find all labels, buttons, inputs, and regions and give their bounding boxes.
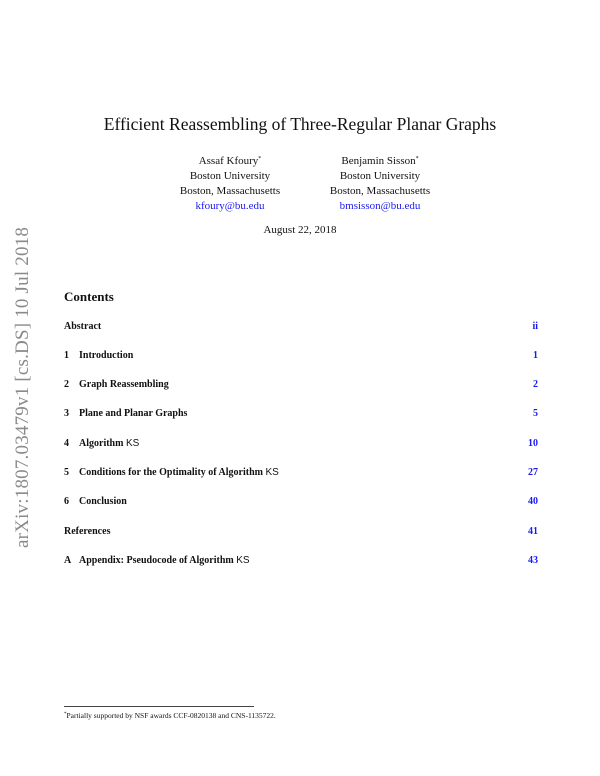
toc-entry-conclusion[interactable] xyxy=(64,496,538,510)
author-email-link[interactable]: bmsisson@bu.edu xyxy=(339,200,421,212)
author-location: Boston, Massachusetts xyxy=(329,185,431,197)
toc-page-link[interactable]: 43 xyxy=(528,555,538,566)
author-affiliation: Boston University xyxy=(339,170,421,182)
toc-entry-abstract[interactable] xyxy=(64,321,538,335)
author-block-1 xyxy=(150,152,310,214)
toc-page-link[interactable]: 27 xyxy=(528,467,538,478)
toc-entry-label: Introduction xyxy=(79,350,134,361)
footnote-divider xyxy=(64,706,254,707)
author-location: Boston, Massachusetts xyxy=(179,185,281,197)
toc-entry-algorithm-ks[interactable] xyxy=(64,438,538,452)
algorithm-name: KS xyxy=(265,467,279,478)
paper-title: Efficient Reassembling of Three-Regular Planar Graphs xyxy=(103,114,497,134)
footnote-text: Partially supported by NSF awards CCF-0820138 and CNS-1135722. xyxy=(66,711,276,720)
toc-entry-graph-reassembling[interactable] xyxy=(64,379,538,393)
toc-entry-number: A xyxy=(64,555,72,566)
author-block-2 xyxy=(305,152,455,214)
toc-entry-number: 3 xyxy=(64,408,69,419)
toc-entry-introduction[interactable] xyxy=(64,350,538,364)
arxiv-identifier-stamp: arXiv:1807.03479v1 [cs.DS] 10 Jul 2018 xyxy=(12,226,33,548)
author-name: Benjamin Sisson* xyxy=(341,155,419,167)
toc-entry-label: Algorithm KS xyxy=(79,438,140,449)
toc-page-link[interactable]: 10 xyxy=(528,438,538,449)
toc-entry-number: 5 xyxy=(64,467,69,478)
contents-heading: Contents xyxy=(64,289,114,304)
toc-entry-label: Abstract xyxy=(64,321,102,332)
toc-page-link[interactable]: 41 xyxy=(528,526,538,537)
algorithm-name: KS xyxy=(125,438,140,449)
toc-entry-appendix[interactable] xyxy=(64,555,538,569)
author-name: Assaf Kfoury* xyxy=(198,155,262,167)
footnote xyxy=(64,711,276,720)
footnote-mark: * xyxy=(64,712,67,717)
toc-page-link[interactable]: 40 xyxy=(528,496,538,507)
toc-entry-number: 6 xyxy=(64,496,69,507)
toc-entry-label: References xyxy=(64,526,111,537)
toc-entry-label: Appendix: Pseudocode of Algorithm KS xyxy=(79,555,250,566)
toc-entry-number: 4 xyxy=(64,438,69,449)
toc-entry-number: 2 xyxy=(64,379,69,390)
toc-entry-plane-planar-graphs[interactable] xyxy=(64,408,538,422)
toc-page-link[interactable]: ii xyxy=(532,321,538,332)
algorithm-name: KS xyxy=(236,555,250,566)
author-footnote-mark: * xyxy=(415,156,419,162)
toc-entry-optimality-conditions[interactable] xyxy=(64,467,538,481)
paper-date: August 22, 2018 xyxy=(263,224,337,236)
author-email-link[interactable]: kfoury@bu.edu xyxy=(195,200,265,212)
toc-entry-label: Conditions for the Optimality of Algorithm KS xyxy=(79,467,279,478)
toc-entry-label: Plane and Planar Graphs xyxy=(79,408,188,419)
toc-entry-references[interactable] xyxy=(64,526,538,540)
toc-entry-label: Conclusion xyxy=(79,496,127,507)
toc-page-link[interactable]: 2 xyxy=(533,379,538,390)
toc-page-link[interactable]: 5 xyxy=(533,408,538,419)
author-affiliation: Boston University xyxy=(189,170,271,182)
author-footnote-mark: * xyxy=(258,156,262,162)
toc-entry-label: Graph Reassembling xyxy=(79,379,169,390)
toc-page-link[interactable]: 1 xyxy=(533,350,538,361)
toc-entry-number: 1 xyxy=(64,350,69,361)
